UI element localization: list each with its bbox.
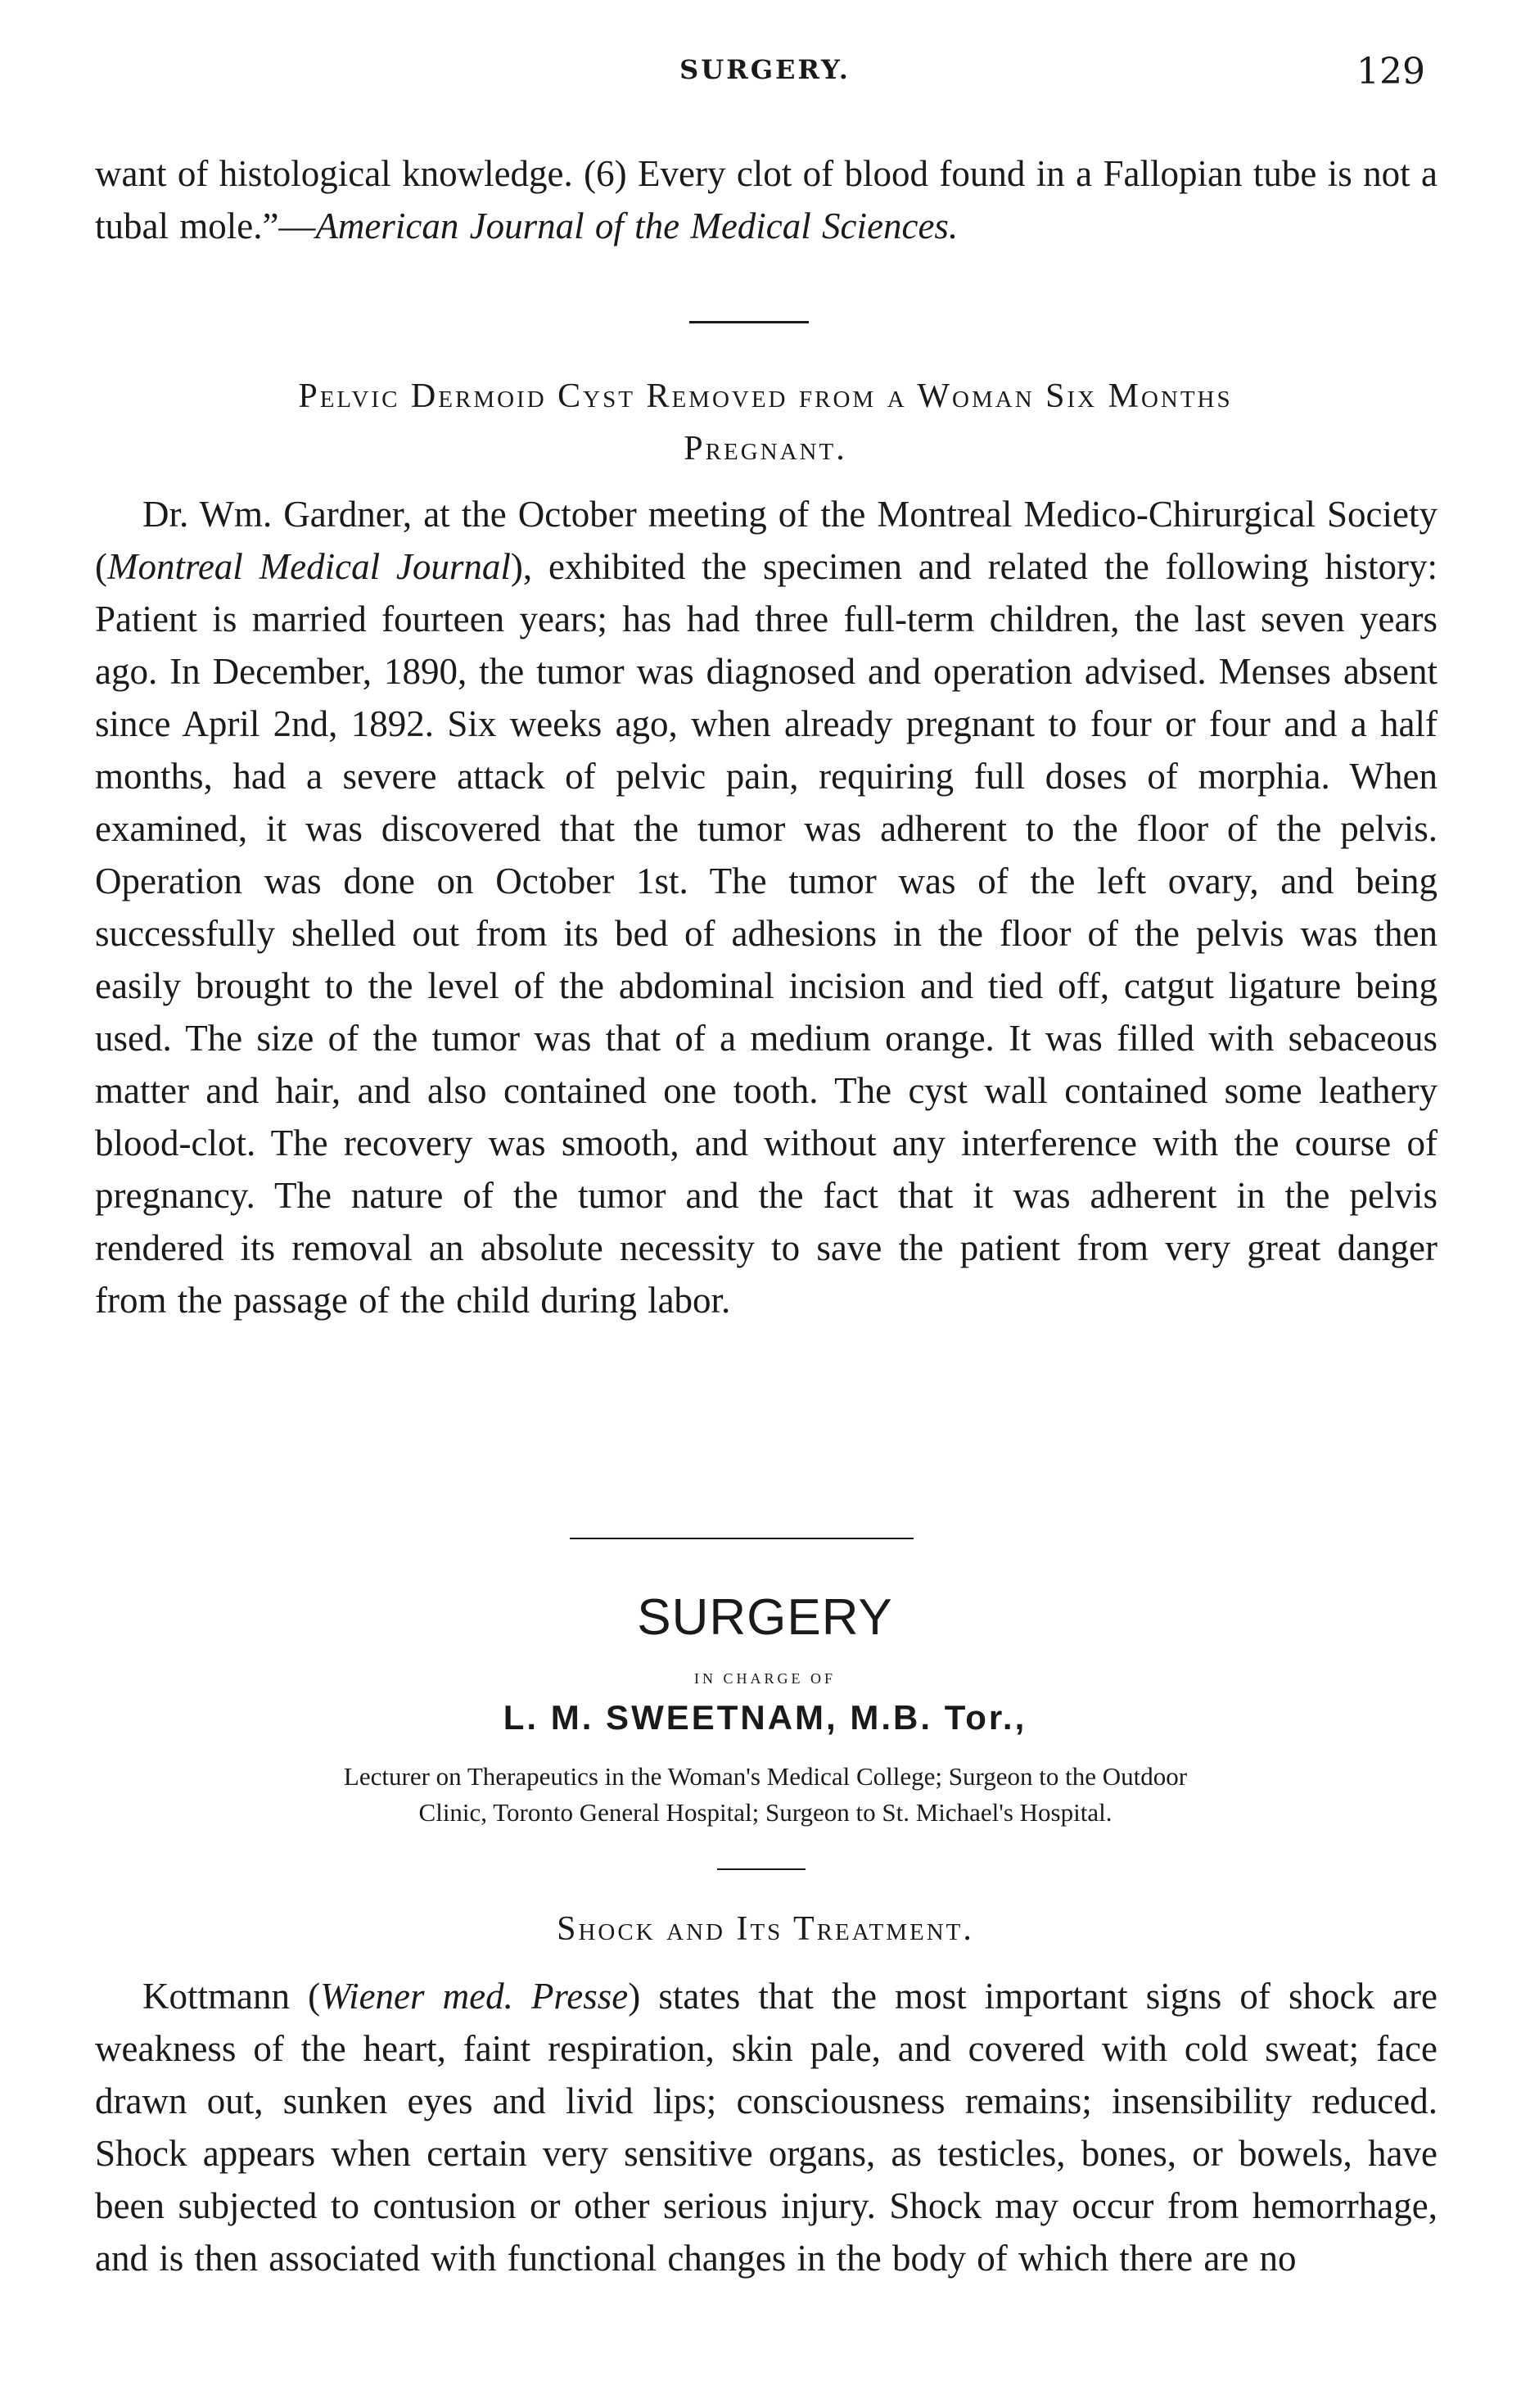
short-divider bbox=[689, 321, 809, 323]
credentials-line1: Lecturer on Therapeutics in the Woman's Medical College; Surgeon to the Outdoor bbox=[343, 1762, 1188, 1791]
section-divider bbox=[570, 1538, 914, 1539]
article1-text-a: Dr. Wm. Gardner, at the October meeting of the Montreal Medico-Chirurgical Society ( bbox=[95, 494, 1437, 587]
article1-title-line1: Pelvic Dermoid Cyst Removed from a Woman Six Months bbox=[298, 377, 1233, 415]
article1-title-line2: Pregnant. bbox=[684, 430, 847, 468]
short-divider-2 bbox=[717, 1868, 806, 1870]
editor-credentials bbox=[164, 1759, 1367, 1831]
in-charge-of-label: IN CHARGE OF bbox=[693, 1670, 836, 1687]
credentials-line2: Clinic, Toronto General Hospital; Surgeon to St. Michael's Hospital. bbox=[418, 1798, 1113, 1827]
article2-journal: Wiener med. Presse bbox=[320, 1976, 629, 2017]
page-number: 129 bbox=[1356, 51, 1425, 93]
article2-text-a: Kottmann ( bbox=[142, 1976, 321, 2017]
article2-text-b: ) states that the most important signs of shock are weakness of the heart, faint respiration, skin pale, and covered with cold sweat; face drawn out, sunken eyes and livid lips; consciousness remains; insensibility reduced. Shock appears when certain very sensitive organs, as testicles, bones, or bowels, have been subjected to contusion or other serious injury. Shock may occur from hemorrhage, and is then associated with functional changes in the body of which there are no bbox=[95, 1976, 1437, 2279]
continuation-text: want of histological knowledge. (6) Every clot of blood found in a Fallopian tube is not a tubal mole.”— bbox=[95, 153, 1437, 246]
article1-text-b: ), exhibited the specimen and related the following history: Patient is married fourteen years; has had three full-term children, the last seven years ago. In December, 1890, the tumor was diagnosed and operation advised. Menses absent since April 2nd, 1892. Six weeks ago, when already pregnant to four or four and a half months, had a severe attack of pelvic pain, requiring full doses of morphia. When examined, it was discovered that the tumor was adherent to the floor of the pelvis. Operation was done on October 1st. The tumor was of the left ovary, and being successfully shelled out from its bed of adhesions in the floor of the pelvis was then easily brought to the level of the abdominal incision and tied off, catgut ligature being used. The size of the tumor was that of a medium orange. It was filled with sebaceous matter and hair, and also contained one tooth. The cyst wall contained some leathery blood-clot. The recovery was smooth, and without any interference with the course of pregnancy. The nature of the tumor and the fact that it was adherent in the pelvis rendered its removal an absolute necessity to save the patient from very great danger from the passage of the child during labor. bbox=[95, 546, 1437, 1321]
section-heading: SURGERY bbox=[637, 1589, 893, 1646]
article2-title: Shock and Its Treatment. bbox=[557, 1910, 974, 1948]
running-head bbox=[0, 51, 1530, 100]
article2-body bbox=[95, 1970, 1437, 2284]
article1-journal: Montreal Medical Journal bbox=[107, 546, 511, 587]
continuation-citation: American Journal of the Medical Sciences. bbox=[315, 206, 959, 246]
running-title: SURGERY. bbox=[679, 54, 851, 85]
editor-name: L. M. SWEETNAM, M.B. Tor., bbox=[503, 1698, 1027, 1737]
continuation-paragraph bbox=[95, 147, 1437, 252]
article1-body bbox=[95, 488, 1437, 1326]
